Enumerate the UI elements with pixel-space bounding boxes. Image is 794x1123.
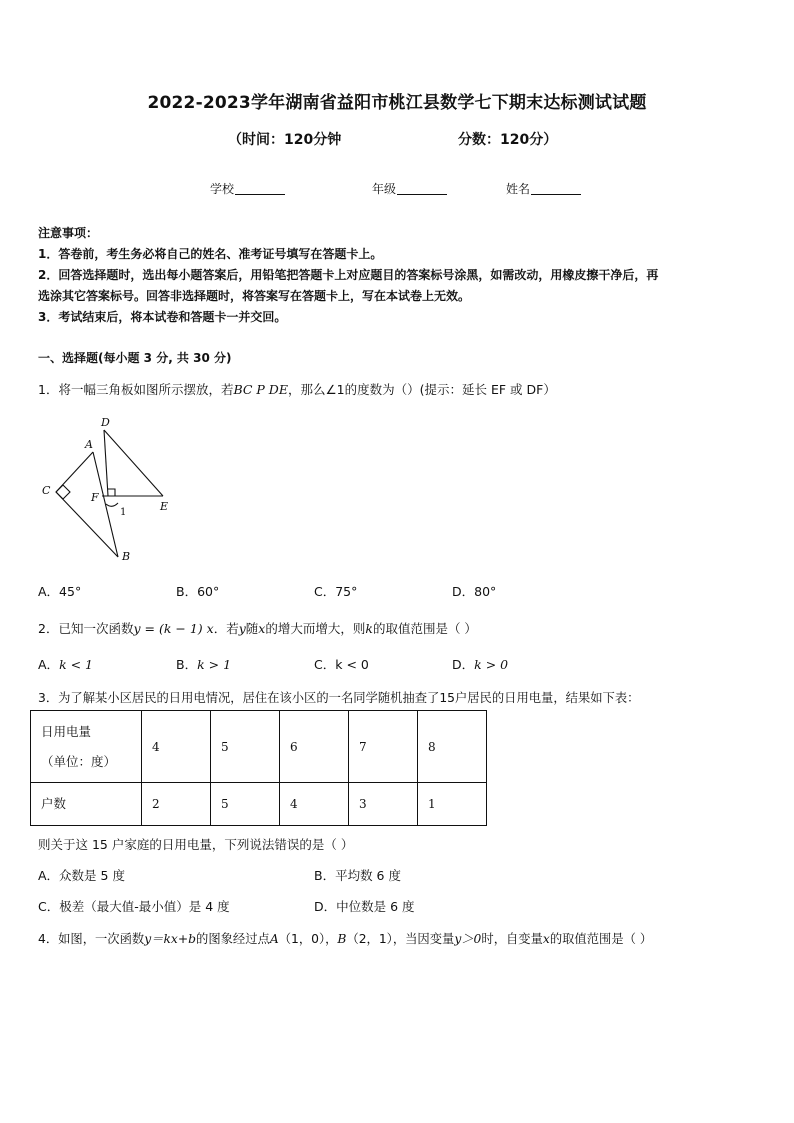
table-cell: 3 — [349, 783, 418, 826]
q4-var-x: x — [542, 932, 550, 946]
q4-text: 的取值范围是（ ） — [549, 932, 653, 946]
q4-text: （1，0）， — [278, 932, 338, 946]
line-DE — [104, 430, 163, 496]
table-cell: 4 — [142, 711, 211, 783]
option-letter: A． — [38, 657, 60, 672]
q2-option-a[interactable] — [38, 655, 93, 673]
label-1: 1 — [120, 507, 127, 518]
q2-post: 的取值范围是（ ） — [372, 621, 477, 636]
page-title: 2022-2023学年湖南省益阳市桃江县数学七下期末达标测试试题 — [147, 93, 647, 113]
q1-option-a[interactable]: A．45° — [38, 584, 82, 599]
q2-option-b[interactable] — [176, 655, 231, 673]
name-field — [506, 180, 581, 197]
exam-time: （时间：120分钟 — [228, 132, 342, 148]
option-math: k < 1 — [59, 657, 94, 672]
q4-text: （2，1），当因变量 — [346, 932, 455, 946]
right-angle-mark-C — [56, 485, 70, 499]
label-B: B — [122, 550, 131, 562]
question-4 — [38, 929, 652, 947]
school-label: 学校 — [210, 182, 235, 196]
q4-text: 时，自变量 — [481, 932, 543, 946]
grade-blank — [397, 182, 447, 195]
note-item: 1．答卷前，考生务必将自己的姓名、准考证号填写在答题卡上。 — [38, 247, 383, 261]
table-cell: 5 — [211, 711, 280, 783]
table-cell: 4 — [280, 783, 349, 826]
table-row — [31, 711, 487, 783]
q3-option-d[interactable]: D．中位数是 6 度 — [314, 899, 415, 914]
label-C: C — [42, 484, 51, 497]
line-AB — [93, 452, 118, 557]
grade-label: 年级 — [372, 182, 397, 196]
table-cell: 1 — [418, 783, 487, 826]
q2-text: ．若 — [213, 621, 239, 636]
option-letter: C． — [314, 657, 336, 672]
q1-option-c[interactable]: C．75° — [314, 584, 358, 599]
q1-pre: 1．将一幅三角板如图所示摆放，若 — [38, 382, 234, 397]
label-D: D — [101, 416, 110, 429]
name-blank — [531, 182, 581, 195]
q4-text: 的图象经过点 — [196, 932, 270, 946]
q2-var-x: x — [258, 621, 266, 636]
electricity-table — [30, 710, 487, 826]
note-item: 2．回答选择题时，选出每小题答案后，用铅笔把答题卡上对应题目的答案标号涂黑，如需改动，用橡皮擦干净后，再 — [38, 268, 659, 282]
table-header-cell: 户数 — [31, 783, 142, 826]
q4-text: 4．如图，一次函数 — [38, 932, 145, 946]
q2-option-d[interactable] — [452, 655, 508, 673]
school-field — [210, 180, 285, 197]
school-blank — [235, 182, 285, 195]
option-math: k < 0 — [335, 657, 369, 672]
q2-pre: 2．已知一次函数 — [38, 621, 134, 636]
q1-option-b[interactable]: B．60° — [176, 584, 220, 599]
note-item: 选涂其它答案标号。回答非选择题时，将答案写在答题卡上，写在本试卷上无效。 — [38, 289, 471, 303]
notes-heading: 注意事项： — [38, 226, 99, 240]
label-F: F — [91, 491, 99, 504]
table-header-cell — [31, 711, 142, 783]
q3-option-a[interactable]: A．众数是 5 度 — [38, 868, 125, 883]
option-math: k > 1 — [197, 657, 232, 672]
question-3-text: 则关于这 15 户家庭的日用电量，下列说法错误的是（ ） — [38, 837, 354, 852]
name-label: 姓名 — [506, 182, 531, 196]
q2-text: 的增大而增大，则 — [265, 621, 366, 636]
angle-1-arc — [106, 503, 118, 506]
label-A: A — [85, 438, 93, 451]
option-letter: B． — [176, 657, 198, 672]
q2-text: 随 — [245, 621, 259, 636]
line-DF — [104, 430, 108, 496]
q2-function: y = (k − 1) x — [133, 621, 214, 636]
question-3-stem: 3．为了解某小区居民的日用电情况，居住在该小区的一名同学随机抽查了15户居民的日用电量，结果如下表： — [38, 691, 640, 705]
q3-option-c[interactable]: C．极差（最大值-最小值）是 4 度 — [38, 899, 230, 914]
q2-var-y: y — [238, 621, 246, 636]
question-2 — [38, 619, 477, 637]
table-cell: 8 — [418, 711, 487, 783]
q3-option-b[interactable]: B．平均数 6 度 — [314, 868, 401, 883]
q2-option-c[interactable] — [314, 655, 369, 673]
question-1 — [38, 380, 556, 398]
header-line: （单位：度） — [41, 753, 117, 769]
table-row — [31, 783, 487, 826]
label-E: E — [160, 500, 169, 513]
table-cell: 7 — [349, 711, 418, 783]
table-cell: 6 — [280, 711, 349, 783]
header-line: 日用电量 — [41, 723, 92, 739]
option-letter: D． — [452, 657, 475, 672]
section-heading: 一、选择题(每小题 3 分, 共 30 分) — [38, 351, 232, 365]
q1-post: ，那么∠1的度数为（）(提示：延长 EF 或 DF） — [287, 382, 556, 397]
right-angle-mark-F — [108, 489, 115, 496]
q4-function: y＝kx+b — [144, 932, 197, 946]
triangle-figure — [36, 412, 186, 562]
q1-option-d[interactable]: D．80° — [452, 584, 497, 599]
table-cell: 5 — [211, 783, 280, 826]
grade-field — [372, 180, 447, 197]
q4-point-b: B — [337, 932, 347, 946]
option-math: k > 0 — [474, 657, 509, 672]
q4-condition: y＞0 — [454, 932, 482, 946]
exam-score: 分数：120分） — [458, 132, 558, 148]
table-cell: 2 — [142, 783, 211, 826]
q2-var-k: k — [365, 621, 373, 636]
line-CB — [56, 492, 118, 557]
q4-point-a: A — [269, 932, 279, 946]
q1-math: BC P DE — [233, 382, 288, 397]
note-item: 3．考试结束后，将本试卷和答题卡一并交回。 — [38, 310, 287, 324]
